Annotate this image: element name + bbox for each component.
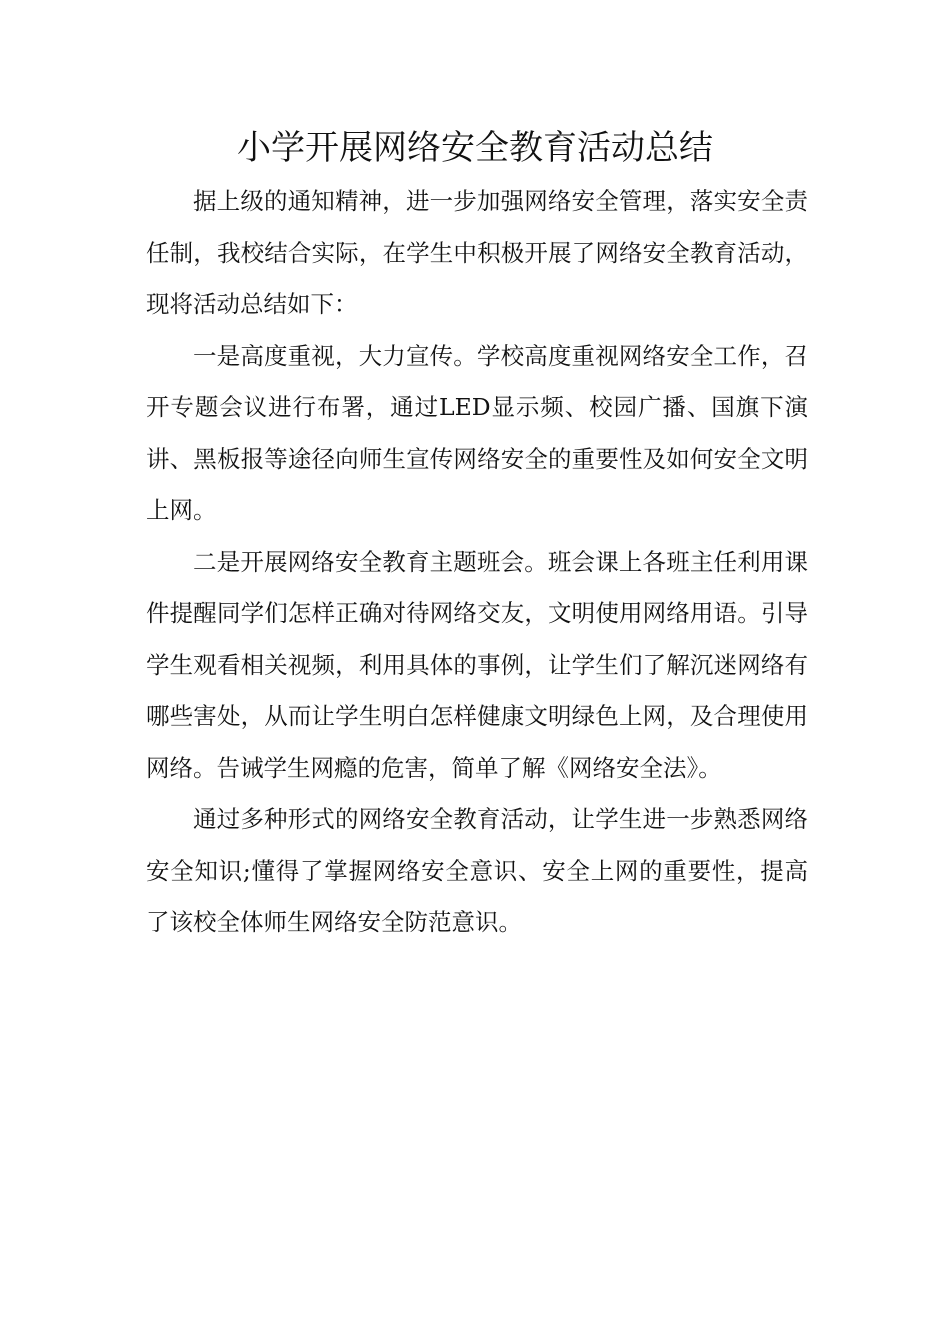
paragraph-intro: 据上级的通知精神，进一步加强网络安全管理，落实安全责任制，我校结合实际，在学生中积极开展了网络安全教育活动，现将活动总结如下： <box>146 187 808 318</box>
document-title: 小学开展网络安全教育活动总结 <box>237 128 713 168</box>
paragraph-publicity: 一是高度重视，大力宣传。学校高度重视网络安全工作，召开专题会议进行布署，通过LED显示频、校园广播、国旗下演讲、黑板报等途径向师生宣传网络安全的重要性及如何安全文明上网。 <box>146 341 808 524</box>
paragraph-class-meeting: 二是开展网络安全教育主题班会。班会课上各班主任利用课件提醒同学们怎样正确对待网络交友，文明使用网络用语。引导学生观看相关视频，利用具体的事例，让学生们了解沉迷网络有哪些害处，从而让学生明白怎样健康文明绿色上网，及合理使用网络。告诫学生网瘾的危害，简单了解《网络安全法》。 <box>146 547 808 782</box>
paragraph-conclusion: 通过多种形式的网络安全教育活动，让学生进一步熟悉网络安全知识;懂得了掌握网络安全意识、安全上网的重要性，提高了该校全体师生网络安全防范意识。 <box>146 805 808 936</box>
document-body <box>146 176 808 949</box>
